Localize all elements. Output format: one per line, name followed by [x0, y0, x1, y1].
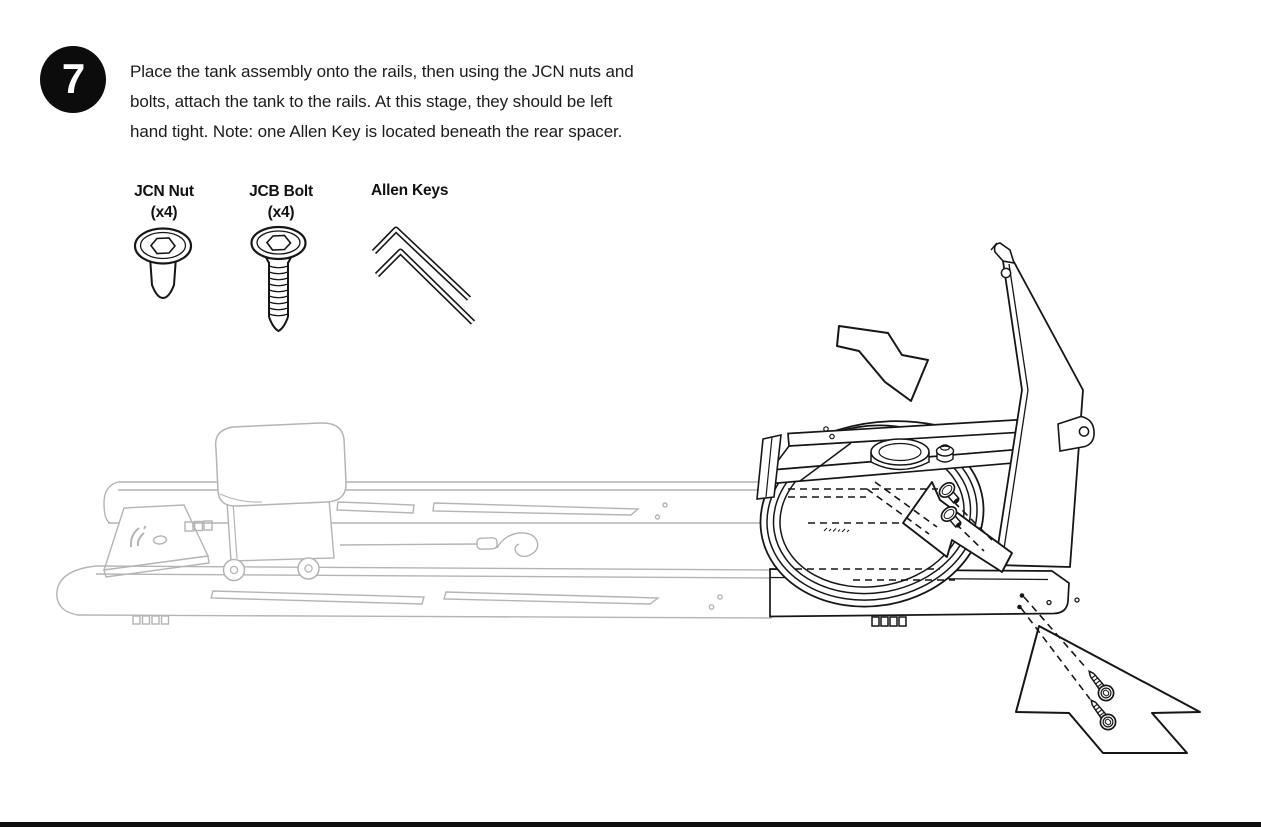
instruction-line: hand tight. Note: one Allen Key is located beneath the rear spacer. — [130, 122, 623, 141]
rowing-machine-rails — [57, 423, 772, 624]
insert-arrow-top-icon — [837, 326, 928, 401]
allen-keys-icon — [374, 230, 473, 323]
bungee-hook — [340, 533, 538, 557]
instruction-line: Place the tank assembly onto the rails, then using the JCN nuts and — [130, 62, 634, 81]
part-name: JCN Nut — [134, 183, 194, 200]
tank-assembly — [747, 243, 1200, 753]
part-name: Allen Keys — [371, 182, 449, 199]
part-name: JCB Bolt — [249, 183, 313, 200]
instruction-line: bolts, attach the tank to the rails. At this stage, they should be left — [130, 92, 613, 111]
upright-arm — [991, 243, 1094, 567]
footer-rule — [0, 822, 1261, 827]
jcb-bolt-icon — [252, 227, 306, 331]
part-qty: (x4) — [267, 204, 295, 221]
step-number: 7 — [61, 54, 85, 102]
jcn-nut-icon — [135, 229, 191, 299]
seat-assembly — [216, 423, 346, 581]
part-qty: (x4) — [150, 204, 178, 221]
